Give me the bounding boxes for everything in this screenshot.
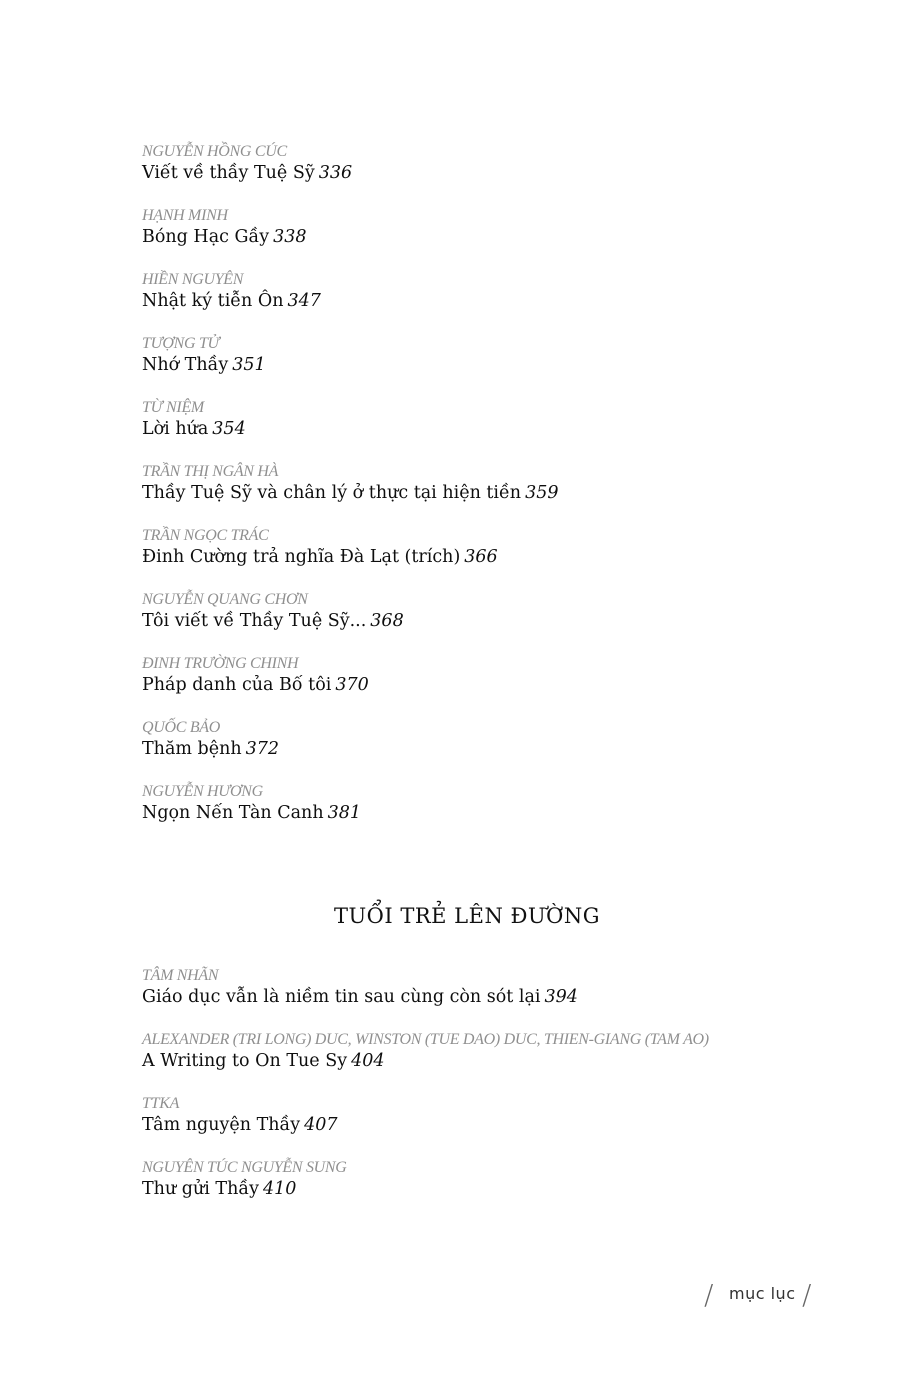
entry-title-line	[142, 673, 842, 697]
toc-entry	[142, 718, 842, 761]
footer-slash-left: /	[704, 1278, 714, 1311]
entry-title: Ngọn Nến Tàn Canh	[142, 803, 324, 823]
entry-author: TRẦN THỊ NGÂN HÀ	[142, 463, 279, 480]
entry-page: 370	[335, 675, 369, 695]
toc-entry	[142, 462, 842, 505]
entry-title: Nhật ký tiễn Ôn	[142, 291, 284, 311]
entry-page: 336	[318, 163, 353, 183]
entry-title-line	[142, 1049, 842, 1073]
page-footer	[700, 1278, 830, 1312]
entry-page: 404	[351, 1051, 385, 1071]
entry-title: Viết về thầy Tuệ Sỹ	[142, 163, 315, 183]
entry-title: A Writing to On Tue Sy	[142, 1051, 348, 1071]
entry-page: 359	[525, 483, 559, 503]
toc-entry	[142, 1030, 842, 1073]
toc-entry	[142, 142, 842, 185]
entry-author: TỪ NIỆM	[142, 399, 204, 416]
toc-entry	[142, 1094, 842, 1137]
toc-entry	[142, 270, 842, 313]
toc-list-section	[142, 966, 842, 1222]
entry-title-line	[142, 801, 842, 825]
entry-title-line	[142, 737, 842, 761]
entry-page: 381	[327, 803, 362, 823]
entry-title-line	[142, 609, 842, 633]
entry-author: NGUYỄN HỒNG CÚC	[142, 143, 287, 160]
entry-title: Giáo dục vẫn là niềm tin sau cùng còn sót lại	[142, 987, 541, 1007]
entry-title: Pháp danh của Bố tôi	[142, 675, 332, 695]
entry-title: Đinh Cường trả nghĩa Đà Lạt (trích)	[142, 547, 461, 567]
section-heading: TUỔI TRẺ LÊN ĐƯỜNG	[333, 904, 601, 928]
entry-page: 394	[544, 987, 578, 1007]
entry-title-line	[142, 353, 842, 377]
entry-page: 351	[232, 355, 266, 375]
entry-page: 410	[262, 1179, 297, 1199]
entry-author: TƯỢNG TỬ	[142, 335, 220, 352]
footer-label: mục lục	[729, 1284, 796, 1303]
entry-author: ALEXANDER (TRI LONG) DUC, WINSTON (TUE DAO) DUC, THIEN-GIANG (TAM AO)	[142, 1031, 709, 1048]
entry-title-line	[142, 481, 842, 505]
entry-title: Thầy Tuệ Sỹ và chân lý ở thực tại hiện tiền	[142, 483, 522, 503]
entry-title: Nhớ Thầy	[142, 355, 229, 375]
toc-entry	[142, 782, 842, 825]
entry-title: Tâm nguyện Thầy	[142, 1115, 301, 1135]
entry-title-line	[142, 1113, 842, 1137]
toc-entry	[142, 334, 842, 377]
entry-author: QUỐC BẢO	[142, 719, 221, 736]
entry-title: Tôi viết về Thầy Tuệ Sỹ...	[142, 611, 367, 631]
entry-page: 366	[464, 547, 498, 567]
entry-author: ĐINH TRƯỜNG CHINH	[142, 655, 299, 672]
entry-title: Thư gửi Thầy	[142, 1179, 259, 1199]
entry-author: NGUYÊN TÚC NGUYỄN SUNG	[142, 1159, 347, 1176]
entry-page: 354	[212, 419, 246, 439]
toc-entry	[142, 398, 842, 441]
toc-entry	[142, 590, 842, 633]
entry-title-line	[142, 225, 842, 249]
entry-title-line	[142, 1177, 842, 1201]
entry-author: TÂM NHÃN	[142, 967, 219, 984]
entry-page: 338	[273, 227, 307, 247]
entry-page: 347	[287, 291, 321, 311]
entry-author: NGUYỄN HƯƠNG	[142, 783, 263, 800]
entry-author: HIỀN NGUYÊN	[142, 271, 244, 288]
toc-entry	[142, 654, 842, 697]
toc-entry	[142, 1158, 842, 1201]
entry-title-line	[142, 289, 842, 313]
toc-list	[142, 142, 842, 846]
entry-author: TRẦN NGỌC TRÁC	[142, 527, 269, 544]
entry-author: TTKA	[142, 1095, 180, 1112]
entry-title-line	[142, 161, 842, 185]
entry-title: Thăm bệnh	[142, 739, 242, 759]
entry-title-line	[142, 545, 842, 569]
entry-title-line	[142, 985, 842, 1009]
entry-page: 372	[245, 739, 280, 759]
entry-title: Lời hứa	[142, 419, 209, 439]
footer-slash-right: /	[802, 1278, 812, 1311]
entry-title: Bóng Hạc Gầy	[142, 227, 270, 247]
toc-entry	[142, 206, 842, 249]
entry-page: 368	[370, 611, 404, 631]
entry-page: 407	[304, 1115, 338, 1135]
toc-entry	[142, 966, 842, 1009]
toc-entry	[142, 526, 842, 569]
entry-author: HẠNH MINH	[142, 207, 228, 224]
entry-author: NGUYỄN QUANG CHƠN	[142, 591, 308, 608]
entry-title-line	[142, 417, 842, 441]
